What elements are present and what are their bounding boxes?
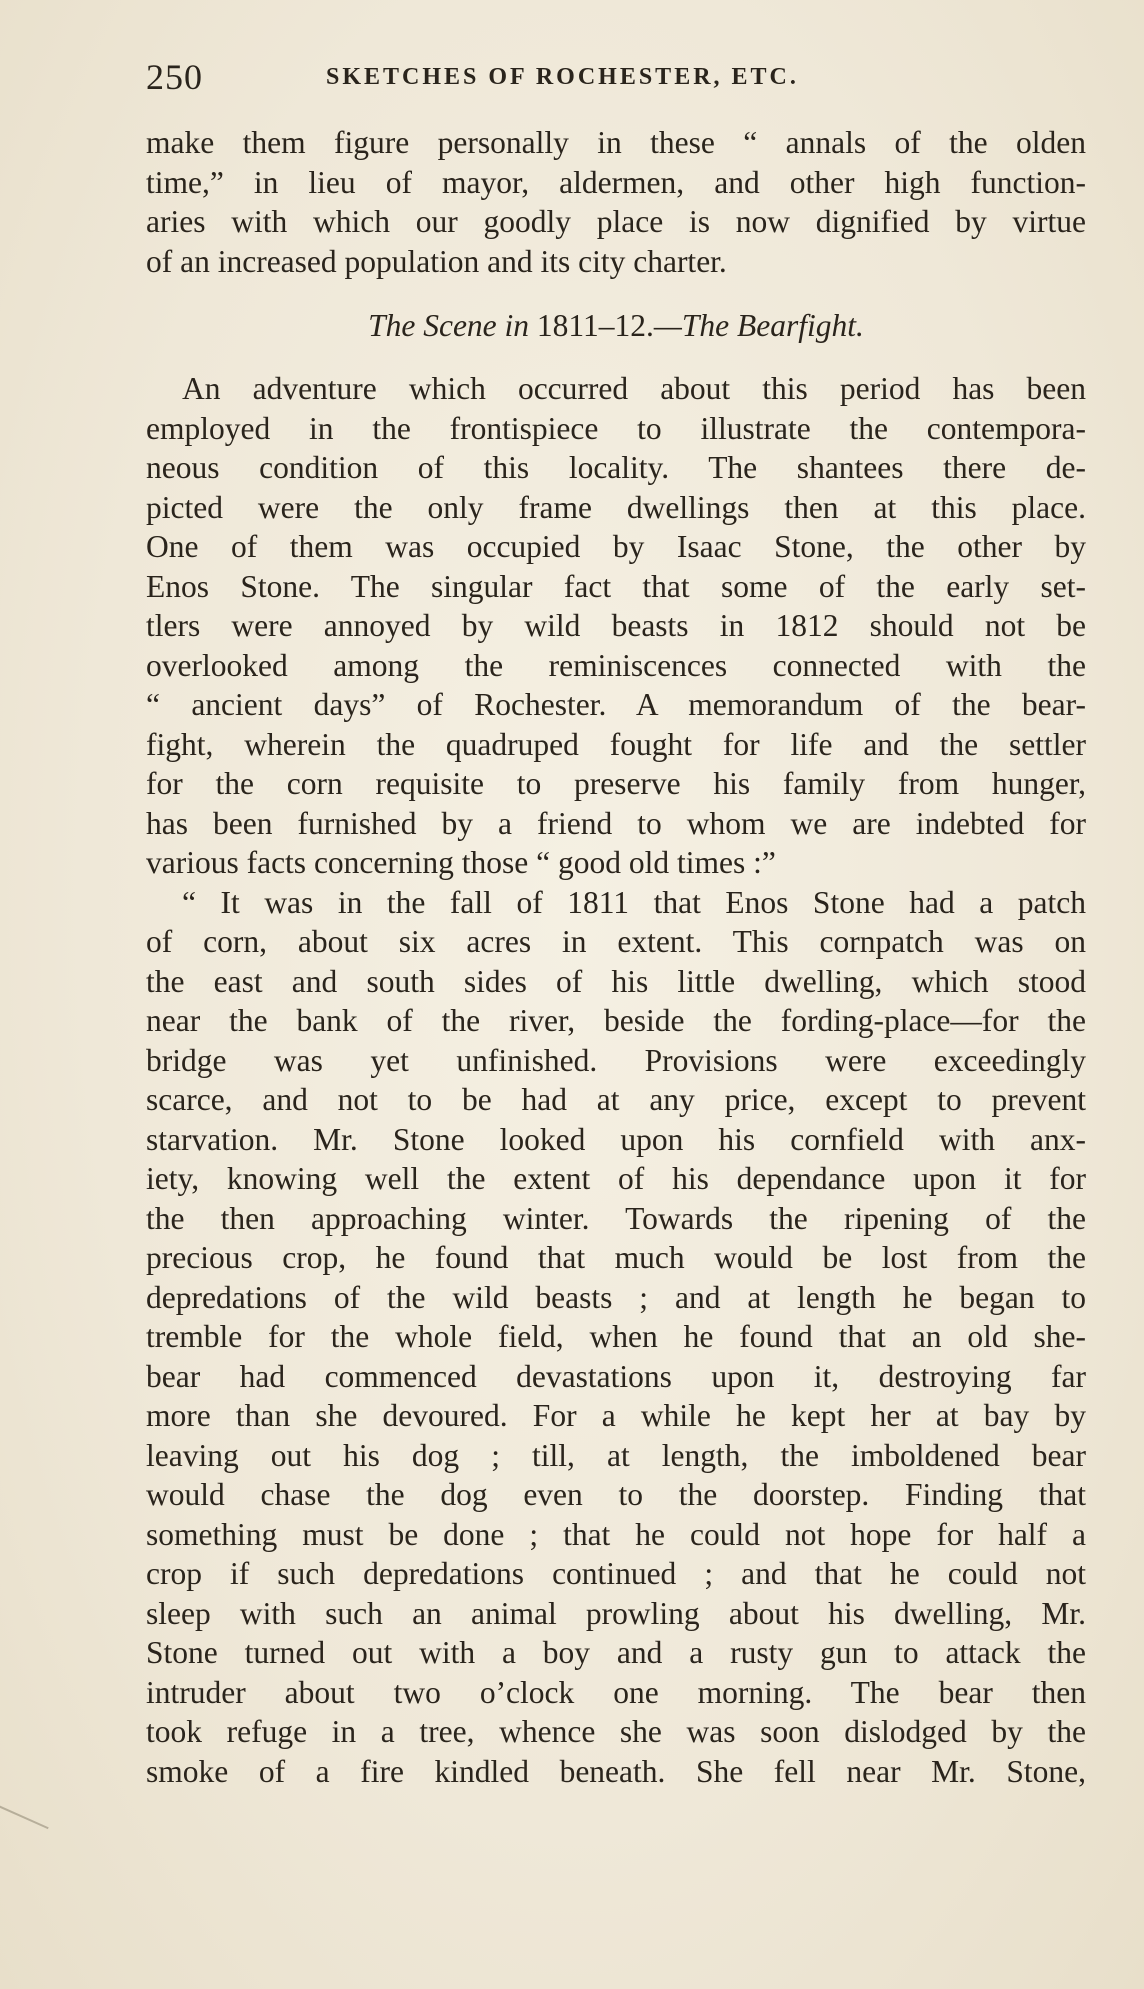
text-line: time,” in lieu of mayor, aldermen, and other high function- [146, 164, 1086, 200]
section-heading-title: —The Bearfight. [653, 308, 864, 343]
text-line: “ ancient days” of Rochester. A memorandum of the bear- [146, 687, 1086, 722]
paragraph-1 [146, 123, 1086, 281]
paragraph-3 [146, 883, 1086, 1792]
page-number: 250 [146, 57, 203, 97]
text-line: precious crop, he found that much would be lost from the [146, 1240, 1086, 1275]
text-line: employed in the frontispiece to illustrate the contempora- [146, 410, 1086, 446]
text-line: bridge was yet unfinished. Provisions were exceedingly [146, 1042, 1086, 1078]
running-head [146, 50, 1086, 110]
text-line: bear had commenced devastations upon it, destroying far [146, 1358, 1086, 1394]
text-line: the east and south sides of his little dwelling, which stood [146, 963, 1086, 999]
text-line: of corn, about six acres in extent. This cornpatch was on [146, 924, 1086, 959]
text-line: Enos Stone. The singular fact that some of the early set- [146, 568, 1086, 604]
text-line: intruder about two o’clock one morning. The bear then [146, 1674, 1086, 1710]
text-line: leaving out his dog ; till, at length, the imboldened bear [146, 1437, 1086, 1473]
running-title: SKETCHES OF ROCHESTER, ETC. [326, 64, 799, 90]
section-heading-years: 1811–12. [536, 308, 654, 343]
scan-edge-mark [0, 1740, 73, 1829]
text-line: tremble for the whole field, when he found that an old she- [146, 1319, 1086, 1354]
text-line: of an increased population and its city charter. [146, 243, 727, 279]
text-line: took refuge in a tree, whence she was soon dislodged by the [146, 1714, 1086, 1749]
text-line: An adventure which occurred about this period has been [182, 371, 1086, 406]
text-line: sleep with such an animal prowling about his dwelling, Mr. [146, 1595, 1086, 1631]
text-line: various facts concerning those “ good old times :” [146, 845, 776, 880]
text-line: more than she devoured. For a while he kept her at bay by [146, 1398, 1086, 1433]
text-line: Stone turned out with a boy and a rusty gun to attack the [146, 1635, 1086, 1670]
section-heading-prefix: The Scene in [368, 308, 530, 343]
text-line: overlooked among the reminiscences connected with the [146, 647, 1086, 683]
paragraph-2 [146, 369, 1086, 883]
section-heading [146, 306, 1086, 346]
text-line: “ It was in the fall of 1811 that Enos Stone had a patch [182, 884, 1086, 920]
text-line: has been furnished by a friend to whom we are indebted for [146, 805, 1086, 841]
text-block [146, 50, 1086, 1791]
text-line: scarce, and not to be had at any price, except to prevent [146, 1082, 1086, 1117]
text-line: near the bank of the river, beside the fording-place—for the [146, 1003, 1086, 1038]
text-line: picted were the only frame dwellings then at this place. [146, 489, 1086, 525]
text-line: for the corn requisite to preserve his family from hunger, [146, 766, 1086, 801]
text-line: make them figure personally in these “ annals of the olden [146, 125, 1086, 160]
text-line: the then approaching winter. Towards the ripening of the [146, 1200, 1086, 1236]
text-line: neous condition of this locality. The shantees there de- [146, 450, 1086, 485]
text-line: iety, knowing well the extent of his dependance upon it for [146, 1161, 1086, 1196]
text-line: One of them was occupied by Isaac Stone, the other by [146, 529, 1086, 564]
text-line: something must be done ; that he could not hope for half a [146, 1516, 1086, 1552]
text-line: aries with which our goodly place is now dignified by virtue [146, 204, 1086, 239]
text-line: tlers were annoyed by wild beasts in 1812 should not be [146, 608, 1086, 643]
text-line: starvation. Mr. Stone looked upon his cornfield with anx- [146, 1121, 1086, 1157]
text-line: crop if such depredations continued ; and that he could not [146, 1556, 1086, 1591]
text-line: would chase the dog even to the doorstep. Finding that [146, 1477, 1086, 1512]
text-line: depredations of the wild beasts ; and at length he began to [146, 1279, 1086, 1315]
text-line: fight, wherein the quadruped fought for life and the settler [146, 726, 1086, 762]
text-line: smoke of a fire kindled beneath. She fell near Mr. Stone, [146, 1753, 1086, 1789]
